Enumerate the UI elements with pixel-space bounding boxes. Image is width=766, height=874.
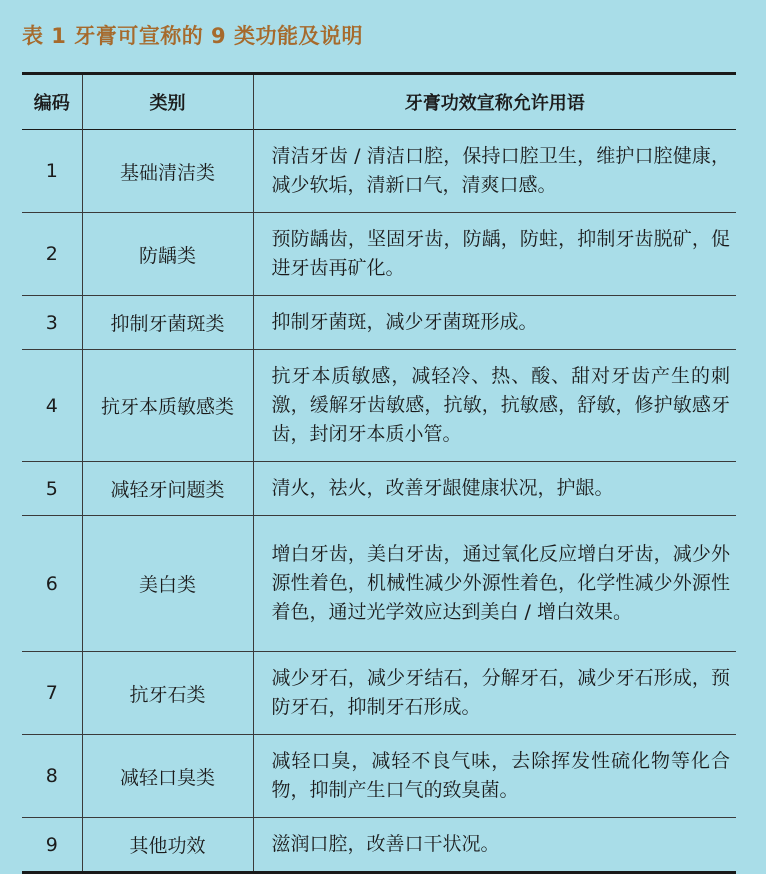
table-caption: 表 1 牙膏可宣称的 9 类功能及说明 <box>22 24 363 48</box>
table-row <box>22 516 736 652</box>
header-category: 类别 <box>82 74 253 130</box>
row-category: 减轻牙问题类 <box>82 462 253 516</box>
row-claims: 滋润口腔，改善口干状况。 <box>271 833 500 855</box>
row-code: 9 <box>22 818 82 873</box>
row-claims: 预防龋齿，坚固牙齿，防龋，防蛀，抑制牙齿脱矿，促进牙齿再矿化。 <box>271 228 730 279</box>
row-category: 抑制牙菌斑类 <box>82 296 253 350</box>
row-category: 抗牙本质敏感类 <box>82 350 253 462</box>
table-row <box>22 213 736 296</box>
table-row <box>22 350 736 462</box>
header-allowed-claims: 牙膏功效宣称允许用语 <box>404 93 585 114</box>
row-code: 4 <box>22 350 82 462</box>
row-code: 1 <box>22 130 82 213</box>
row-code: 3 <box>22 296 82 350</box>
table-row <box>22 735 736 818</box>
row-category: 基础清洁类 <box>82 130 253 213</box>
row-claims: 减少牙石，减少牙结石，分解牙石，减少牙石形成，预防牙石，抑制牙石形成。 <box>271 667 730 718</box>
row-category: 其他功效 <box>82 818 253 873</box>
row-code: 7 <box>22 652 82 735</box>
row-claims: 清火，祛火，改善牙龈健康状况，护龈。 <box>271 477 614 499</box>
toothpaste-claims-table <box>22 72 736 874</box>
row-code: 6 <box>22 516 82 652</box>
table-header-row <box>22 74 736 130</box>
row-category: 防龋类 <box>82 213 253 296</box>
row-category: 抗牙石类 <box>82 652 253 735</box>
row-code: 2 <box>22 213 82 296</box>
row-code: 5 <box>22 462 82 516</box>
row-category: 美白类 <box>82 516 253 652</box>
row-claims: 抑制牙菌斑，减少牙菌斑形成。 <box>271 311 538 333</box>
row-claims: 清洁牙齿 / 清洁口腔，保持口腔卫生，维护口腔健康，减少软垢，清新口气，清爽口感。 <box>271 145 730 196</box>
table-row <box>22 130 736 213</box>
row-category: 减轻口臭类 <box>82 735 253 818</box>
table-row <box>22 296 736 350</box>
table-row <box>22 818 736 873</box>
row-claims: 增白牙齿，美白牙齿，通过氧化反应增白牙齿，减少外源性着色，机械性减少外源性着色，化学性减少外源性着色，通过光学效应达到美白 / 增白效果。 <box>271 543 730 623</box>
row-claims: 减轻口臭，减轻不良气味，去除挥发性硫化物等化合物，抑制产生口气的致臭菌。 <box>271 750 730 801</box>
row-code: 8 <box>22 735 82 818</box>
table-row <box>22 462 736 516</box>
table-row <box>22 652 736 735</box>
header-code: 编码 <box>22 74 82 130</box>
row-claims: 抗牙本质敏感，减轻冷、热、酸、甜对牙齿产生的刺激，缓解牙齿敏感，抗敏，抗敏感，舒敏，修护敏感牙齿，封闭牙本质小管。 <box>271 365 730 445</box>
